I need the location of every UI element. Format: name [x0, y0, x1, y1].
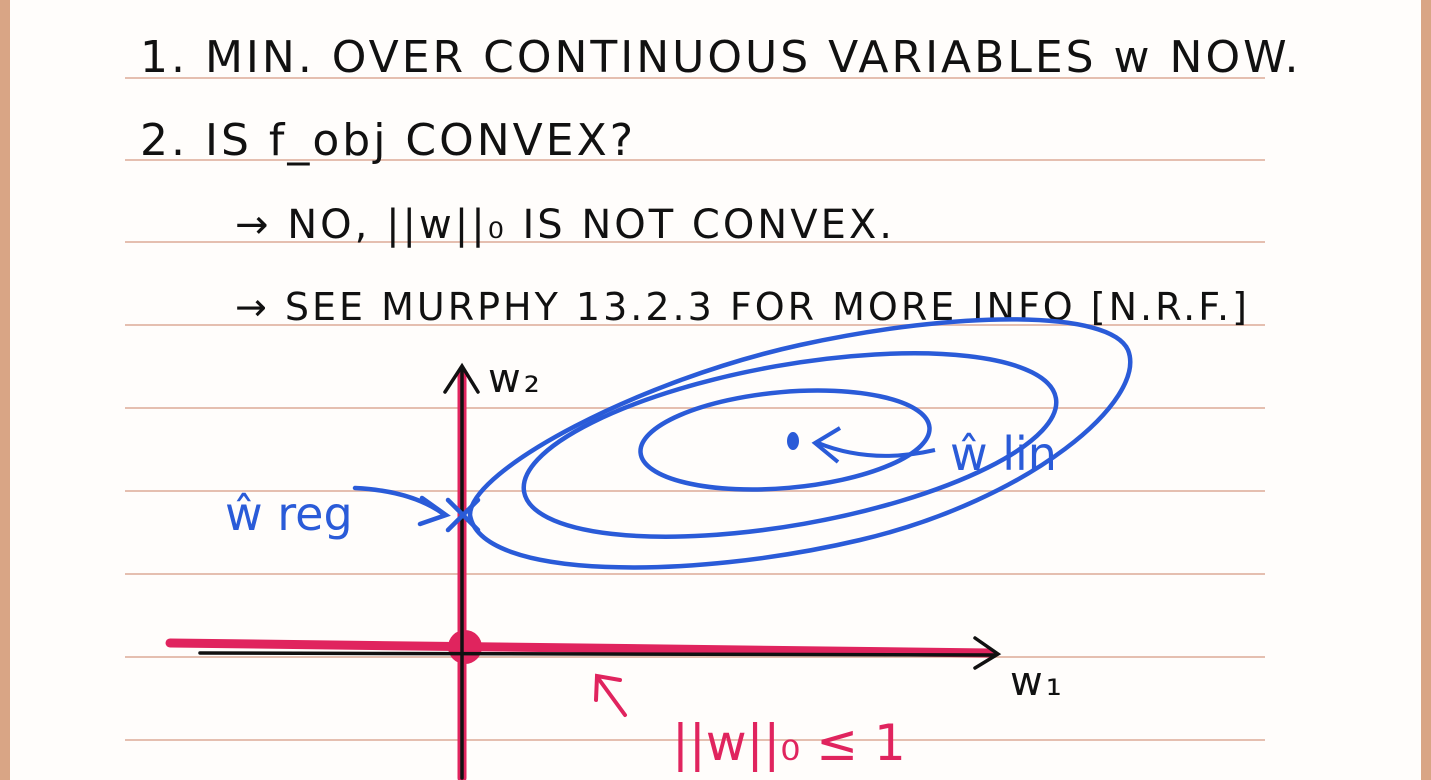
w-reg-arrowhead: [420, 498, 446, 524]
w-lin-label: ŵ lin: [950, 427, 1057, 481]
constraint-arrow-shaft: [598, 678, 625, 715]
w-reg-label: ŵ reg: [225, 487, 353, 541]
constraint-label: ||w||₀ ≤ 1: [672, 714, 906, 772]
constraint-arrow: [596, 676, 625, 715]
w-reg-arrow: [355, 488, 445, 515]
x-axis: [200, 653, 995, 655]
note-line-3: → NO, ||w||₀ IS NOT CONVEX.: [235, 202, 895, 248]
w-lin-marker: [787, 428, 935, 462]
note-line-1: 1. MIN. OVER CONTINUOUS VARIABLES w NOW.: [140, 32, 1302, 83]
w-lin-point: [787, 432, 799, 450]
contour-inner: [636, 380, 933, 501]
w1-axis-label: w₁: [1010, 659, 1065, 705]
note-line-2: 2. IS f_obj CONVEX?: [140, 115, 637, 166]
note-line-4: → SEE MURPHY 13.2.3 FOR MORE INFO [N.R.F.]: [235, 285, 1250, 329]
w2-axis-label: w₂: [488, 356, 543, 402]
constraint-origin-dot: [448, 630, 482, 664]
